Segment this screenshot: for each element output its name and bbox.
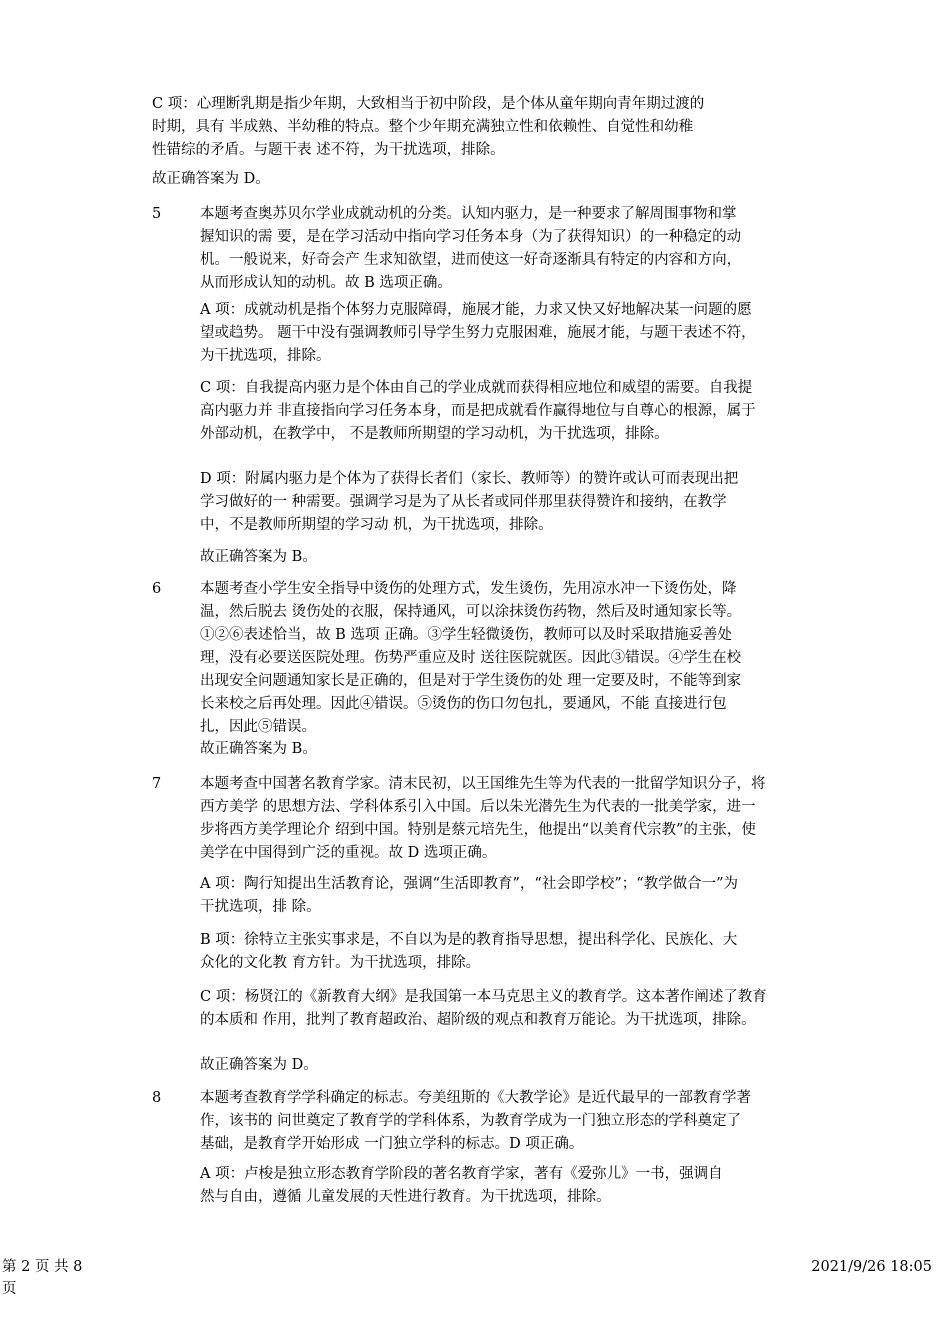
question-number: 8 xyxy=(152,1090,162,1106)
page-number: 第 2 页 共 8 页 xyxy=(2,1259,83,1297)
question-7-option-a: A 项：陶行知提出生活教育论，强调“生活即教育”，“社会即学校”；“教学做合一”为干扰选项，排 除。 xyxy=(200,876,739,915)
question-6-answer: 故正确答案为 B。 xyxy=(200,741,317,757)
question-number: 7 xyxy=(152,776,162,792)
question-6-explanation: 本题考查小学生安全指导中烫伤的处理方式，发生烫伤，先用凉水冲一下烫伤处，降温，然后脱去 烫伤处的衣服，保持通风，可以涂抹烫伤药物，然后及时通知家长等。①②⑥表述恰当，故 B 选项 正确。③学生轻微烫伤，教师可以及时采取措施妥善处理，没有必要送医院处理。伤势严重应及时 送往医院就医。因此③错误。④学生在校出现安全问题通知家长是正确的，但是对于学生烫伤的处 理一定要及时，不能等到家长来校之后再处理。因此④错误。⑤烫伤的伤口勿包扎，要通风，不能 直接进行包扎，因此⑤错误。 xyxy=(200,581,742,735)
question-number: 5 xyxy=(152,206,162,222)
question-5-answer: 故正确答案为 B。 xyxy=(200,549,317,565)
question-5-option-c: C 项：自我提高内驱力是个体由自己的学业成就而获得相应地位和威望的需要。自我提高内驱力并 非直接指向学习任务本身，而是把成就看作赢得地位与自尊心的根源，属于外部动机，在教学中， 不是教师所期望的学习动机，为干扰选项，排除。 xyxy=(200,380,756,442)
question-5-explanation: 本题考查奥苏贝尔学业成就动机的分类。认知内驱力，是一种要求了解周围事物和掌握知识的需 要，是在学习活动中指向学习任务本身（为了获得知识）的一种稳定的动机。一般说来，好奇会产 生求知欲望，进而使这一好奇逐渐具有特定的内容和方向，从而形成认知的动机。故 B 选项正确。 xyxy=(200,206,742,291)
question-7-option-c: C 项：杨贤江的《新教育大纲》是我国第一本马克思主义的教育学。这本著作阐述了教育的本质和 作用，批判了教育超政治、超阶级的观点和教育万能论。为干扰选项，排除。 xyxy=(200,989,767,1028)
print-datetime: 2021/9/26 18:05 xyxy=(811,1259,932,1275)
prev-option-c: C 项：心理断乳期是指少年期，大致相当于初中阶段，是个体从童年期向青年期过渡的时期，具有 半成熟、半幼稚的特点。整个少年期充满独立性和依赖性、自觉性和幼稚性错综的矛盾。与题干表 述不符，为干扰选项，排除。 xyxy=(152,96,705,158)
question-7-explanation: 本题考查中国著名教育学家。清末民初，以王国维先生等为代表的一批留学知识分子，将西方美学 的思想方法、学科体系引入中国。后以朱光潜先生为代表的一批美学家，进一步将西方美学理论介 绍到中国。特别是蔡元培先生，他提出“以美育代宗教”的主张，使美学在中国得到广泛的重视。故 D 选项正确。 xyxy=(200,776,766,861)
question-8-option-a: A 项：卢梭是独立形态教育学阶段的著名教育学家，著有《爱弥儿》一书，强调自然与自由，遵循 儿童发展的天性进行教育。为干扰选项，排除。 xyxy=(200,1166,723,1205)
question-7-answer: 故正确答案为 D。 xyxy=(200,1057,318,1073)
question-7-option-b: B 项：徐特立主张实事求是，不自以为是的教育指导思想，提出科学化、民族化、大众化的文化教 育方针。为干扰选项，排除。 xyxy=(200,932,738,971)
question-8-explanation: 本题考查教育学学科确定的标志。夸美纽斯的《大教学论》是近代最早的一部教育学著作，该书的 问世奠定了教育学的学科体系，为教育学成为一门独立形态的学科奠定了基础，是教育学开始形成 一门独立学科的标志。D 项正确。 xyxy=(200,1090,751,1152)
question-5-option-a: A 项：成就动机是指个体努力克服障碍，施展才能，力求又快又好地解决某一问题的愿望或趋势。 题干中没有强调教师引导学生努力克服困难，施展才能，与题干表述不符，为干扰选项，排除。 xyxy=(200,302,756,364)
question-5-option-d: D 项：附属内驱力是个体为了获得长者们（家长、教师等）的赞许或认可而表现出把学习做好的一 种需要。强调学习是为了从长者或同伴那里获得赞许和接纳，在教学中，不是教师所期望的学习动 机，为干扰选项，排除。 xyxy=(200,471,739,533)
prev-answer: 故正确答案为 D。 xyxy=(152,171,270,187)
question-number: 6 xyxy=(152,581,162,597)
